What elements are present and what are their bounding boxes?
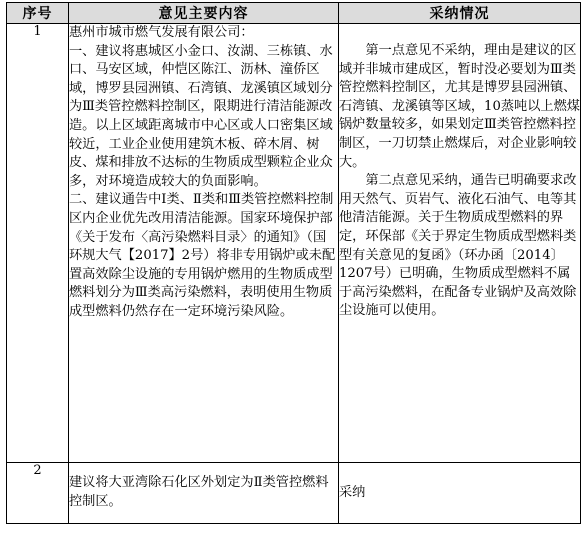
header-row (7, 3, 581, 24)
opinion-table (6, 2, 581, 524)
row-seq: 2 (7, 463, 69, 524)
row-opinion (69, 463, 339, 524)
header-adoption: 采纳情况 (339, 3, 581, 24)
adoption-paragraph: 采纳 (339, 484, 366, 500)
header-seq: 序号 (7, 3, 69, 24)
table-row (7, 463, 581, 524)
header-opinion: 意见主要内容 (69, 3, 339, 24)
opinion-paragraph: 惠州市城市燃气发展有限公司： (69, 25, 254, 40)
row-adoption (339, 24, 581, 463)
adoption-paragraph: 第二点意见采纳，通告已明确要求改用天然气、页岩气、液化石油气、电等其他清洁能源。关于生物质成型燃料的界定，环保部《关于界定生物质成型燃料类型有关意见的复函》（环办函〔2014〕1207号）已明确，生物质成型燃料不属于高污染燃料，在配备专业锅炉及高效除尘设施可以使用。 (339, 173, 577, 319)
opinion-paragraph: 二、建议通告中Ⅰ类、Ⅱ类和Ⅲ类管控燃料控制区内企业优先改用清洁能源。国家环境保护部《关于发布〈高污染燃料目录〉的通知》（国环规大气【2017】2号）将非专用锅炉或未配置高效除尘设施的专用锅炉燃用的生物质成型燃料划分为Ⅲ类高污染燃料，表明使用生物质成型燃料仍然存在一定环境污染风险。 (69, 192, 336, 319)
row-adoption (339, 463, 581, 524)
opinion-paragraph: 一、建议将惠城区小金口、汝湖、三栋镇、水口、马安区域，仲恺区陈江、沥林、潼侨区域，博罗县园洲镇、石湾镇、龙溪镇区域划分为Ⅲ类管控燃料控制区，限期进行清洁能源改造。以上区域距离城市中心区或人口密集区域较近，工业企业使用建筑木板、碎木屑、树皮、煤和排放不达标的生物质成型颗粒企业众多，对环境造成较大的负面影响。 (69, 43, 333, 189)
opinion-paragraph: 建议将大亚湾除石化区外划定为Ⅱ类管控燃料控制区。 (69, 475, 329, 509)
row-opinion (69, 24, 339, 463)
adoption-paragraph: 第一点意见不采纳，理由是建议的区域并非城市建成区，暂时没必要划为Ⅲ类管控燃料控制区，尤其是博罗县园洲镇、石湾镇、龙溪镇等区域，10蒸吨以上燃煤锅炉数量较多，如果划定Ⅲ类管控燃料控制区，一刀切禁止燃煤后，对企业影响较大。 (339, 43, 580, 170)
row-seq: 1 (7, 24, 69, 463)
table-row (7, 24, 581, 463)
